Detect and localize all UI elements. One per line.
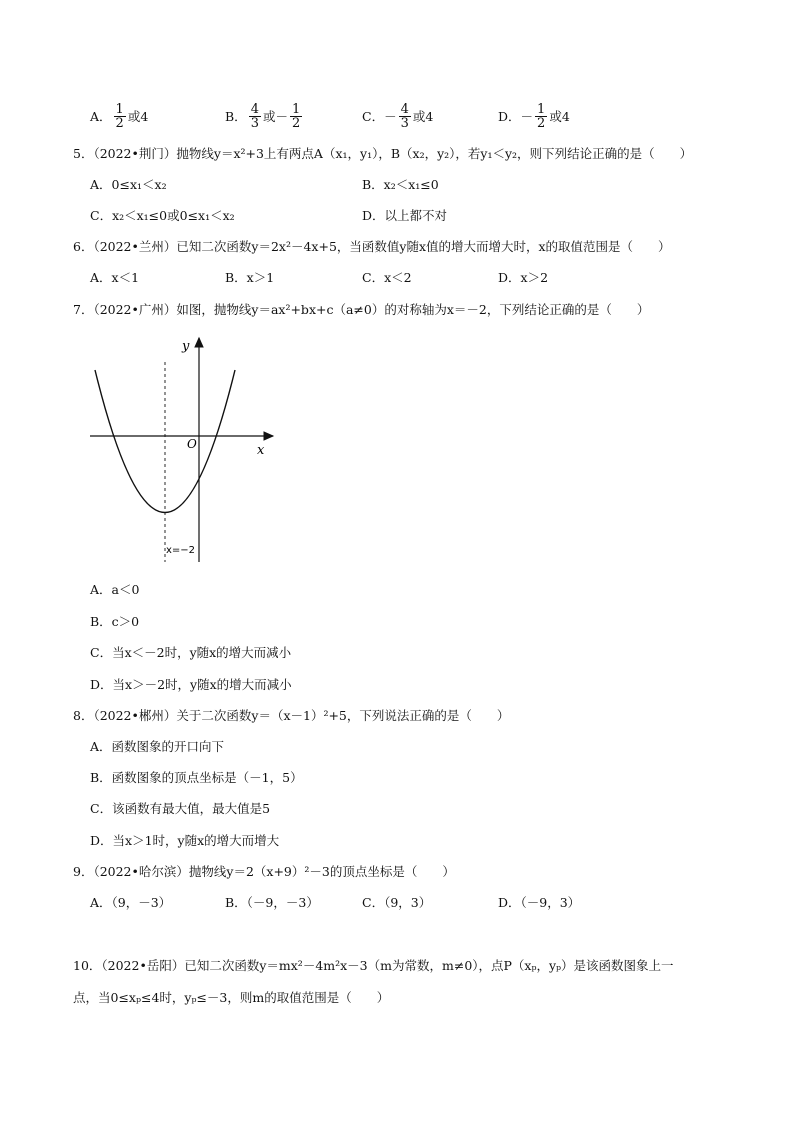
q6-option-c[interactable]: C．x＜2: [362, 270, 412, 285]
fraction: $\frac{1}{2}$: [115, 101, 124, 131]
q8-stem: 8．（2022•郴州）关于二次函数y＝（x－1）²+5，下列说法正确的是（ ）: [73, 708, 510, 723]
q4-option-d[interactable]: [498, 96, 570, 136]
q10-stem-line2: 点，当0≤xₚ≤4时，yₚ≤－3，则m的取值范围是（ ）: [73, 990, 390, 1005]
option-label: D．: [498, 109, 521, 124]
q5-option-b[interactable]: B．x₂＜x₁≤0: [362, 177, 439, 192]
fraction: $\frac{4}{3}$: [400, 101, 409, 131]
q7-option-d[interactable]: D．当x＞－2时，y随x的增大而减小: [90, 677, 292, 692]
q7-option-b[interactable]: B．c＞0: [90, 614, 140, 629]
option-tail: 或4: [412, 109, 434, 124]
q5-option-a[interactable]: A．0≤x₁＜x₂: [90, 177, 167, 192]
q5-stem: 5．（2022•荆门）抛物线y＝x²+3上有两点A（x₁，y₁），B（x₂，y₂），若y₁＜y₂，则下列结论正确的是（ ）: [73, 146, 693, 161]
q4-option-c[interactable]: [362, 96, 433, 136]
parabola-figure: [85, 330, 285, 570]
q8-option-d[interactable]: D．当x＞1时，y随x的增大而增大: [90, 833, 280, 848]
q6-stem: 6．（2022•兰州）已知二次函数y＝2x²－4x+5，当函数值y随x值的增大而增大时，x的取值范围是（ ）: [73, 239, 671, 254]
option-mid: 或－: [262, 109, 288, 124]
fraction: $\frac{1}{2}$: [537, 101, 546, 131]
q9-option-a[interactable]: A．（9，－3）: [90, 895, 172, 910]
q4-option-a[interactable]: [90, 96, 148, 136]
fraction: $\frac{1}{2}$: [291, 101, 301, 131]
q6-option-a[interactable]: A．x＜1: [90, 270, 140, 285]
option-tail: 或4: [127, 109, 149, 124]
option-pre: －: [384, 109, 397, 124]
q10-stem-line1: 10．（2022•岳阳）已知二次函数y＝mx²－4m²x－3（m为常数，m≠0），点P（xₚ，yₚ）是该函数图象上一: [73, 958, 674, 973]
q9-option-d[interactable]: D．（－9，3）: [498, 895, 581, 910]
option-label: C．: [362, 109, 385, 124]
option-tail: 或4: [549, 109, 570, 124]
q6-option-d[interactable]: D．x＞2: [498, 270, 549, 285]
y-axis-label: y: [182, 339, 190, 354]
q9-option-b[interactable]: B．（－9，－3）: [225, 895, 319, 910]
q7-option-a[interactable]: A．a＜0: [90, 582, 140, 597]
origin-label: O: [187, 437, 197, 451]
q7-stem: 7．（2022•广州）如图，抛物线y＝ax²+bx+c（a≠0）的对称轴为x＝－2，下列结论正确的是（ ）: [73, 302, 650, 317]
q8-option-a[interactable]: A．函数图象的开口向下: [90, 739, 225, 754]
fraction: $\frac{4}{3}$: [250, 101, 259, 131]
option-label: B．: [225, 109, 247, 124]
x-axis-label: x: [257, 443, 265, 458]
option-label: A．: [90, 109, 112, 124]
q7-option-c[interactable]: C．当x＜－2时，y随x的增大而减小: [90, 645, 292, 660]
q6-option-b[interactable]: B．x＞1: [225, 270, 275, 285]
q8-option-c[interactable]: C．该函数有最大值，最大值是5: [90, 801, 271, 816]
q9-option-c[interactable]: C．（9，3）: [362, 895, 432, 910]
q5-option-c[interactable]: C．x₂＜x₁≤0或0≤x₁＜x₂: [90, 208, 235, 223]
symmetry-axis-label: x=−2: [166, 545, 196, 556]
option-pre: －: [520, 109, 534, 124]
q9-stem: 9．（2022•哈尔滨）抛物线y＝2（x+9）²－3的顶点坐标是（ ）: [73, 864, 455, 879]
q5-option-d[interactable]: D．以上都不对: [362, 208, 448, 223]
q8-option-b[interactable]: B．函数图象的顶点坐标是（－1，5）: [90, 770, 303, 785]
q4-option-b[interactable]: [225, 96, 304, 136]
